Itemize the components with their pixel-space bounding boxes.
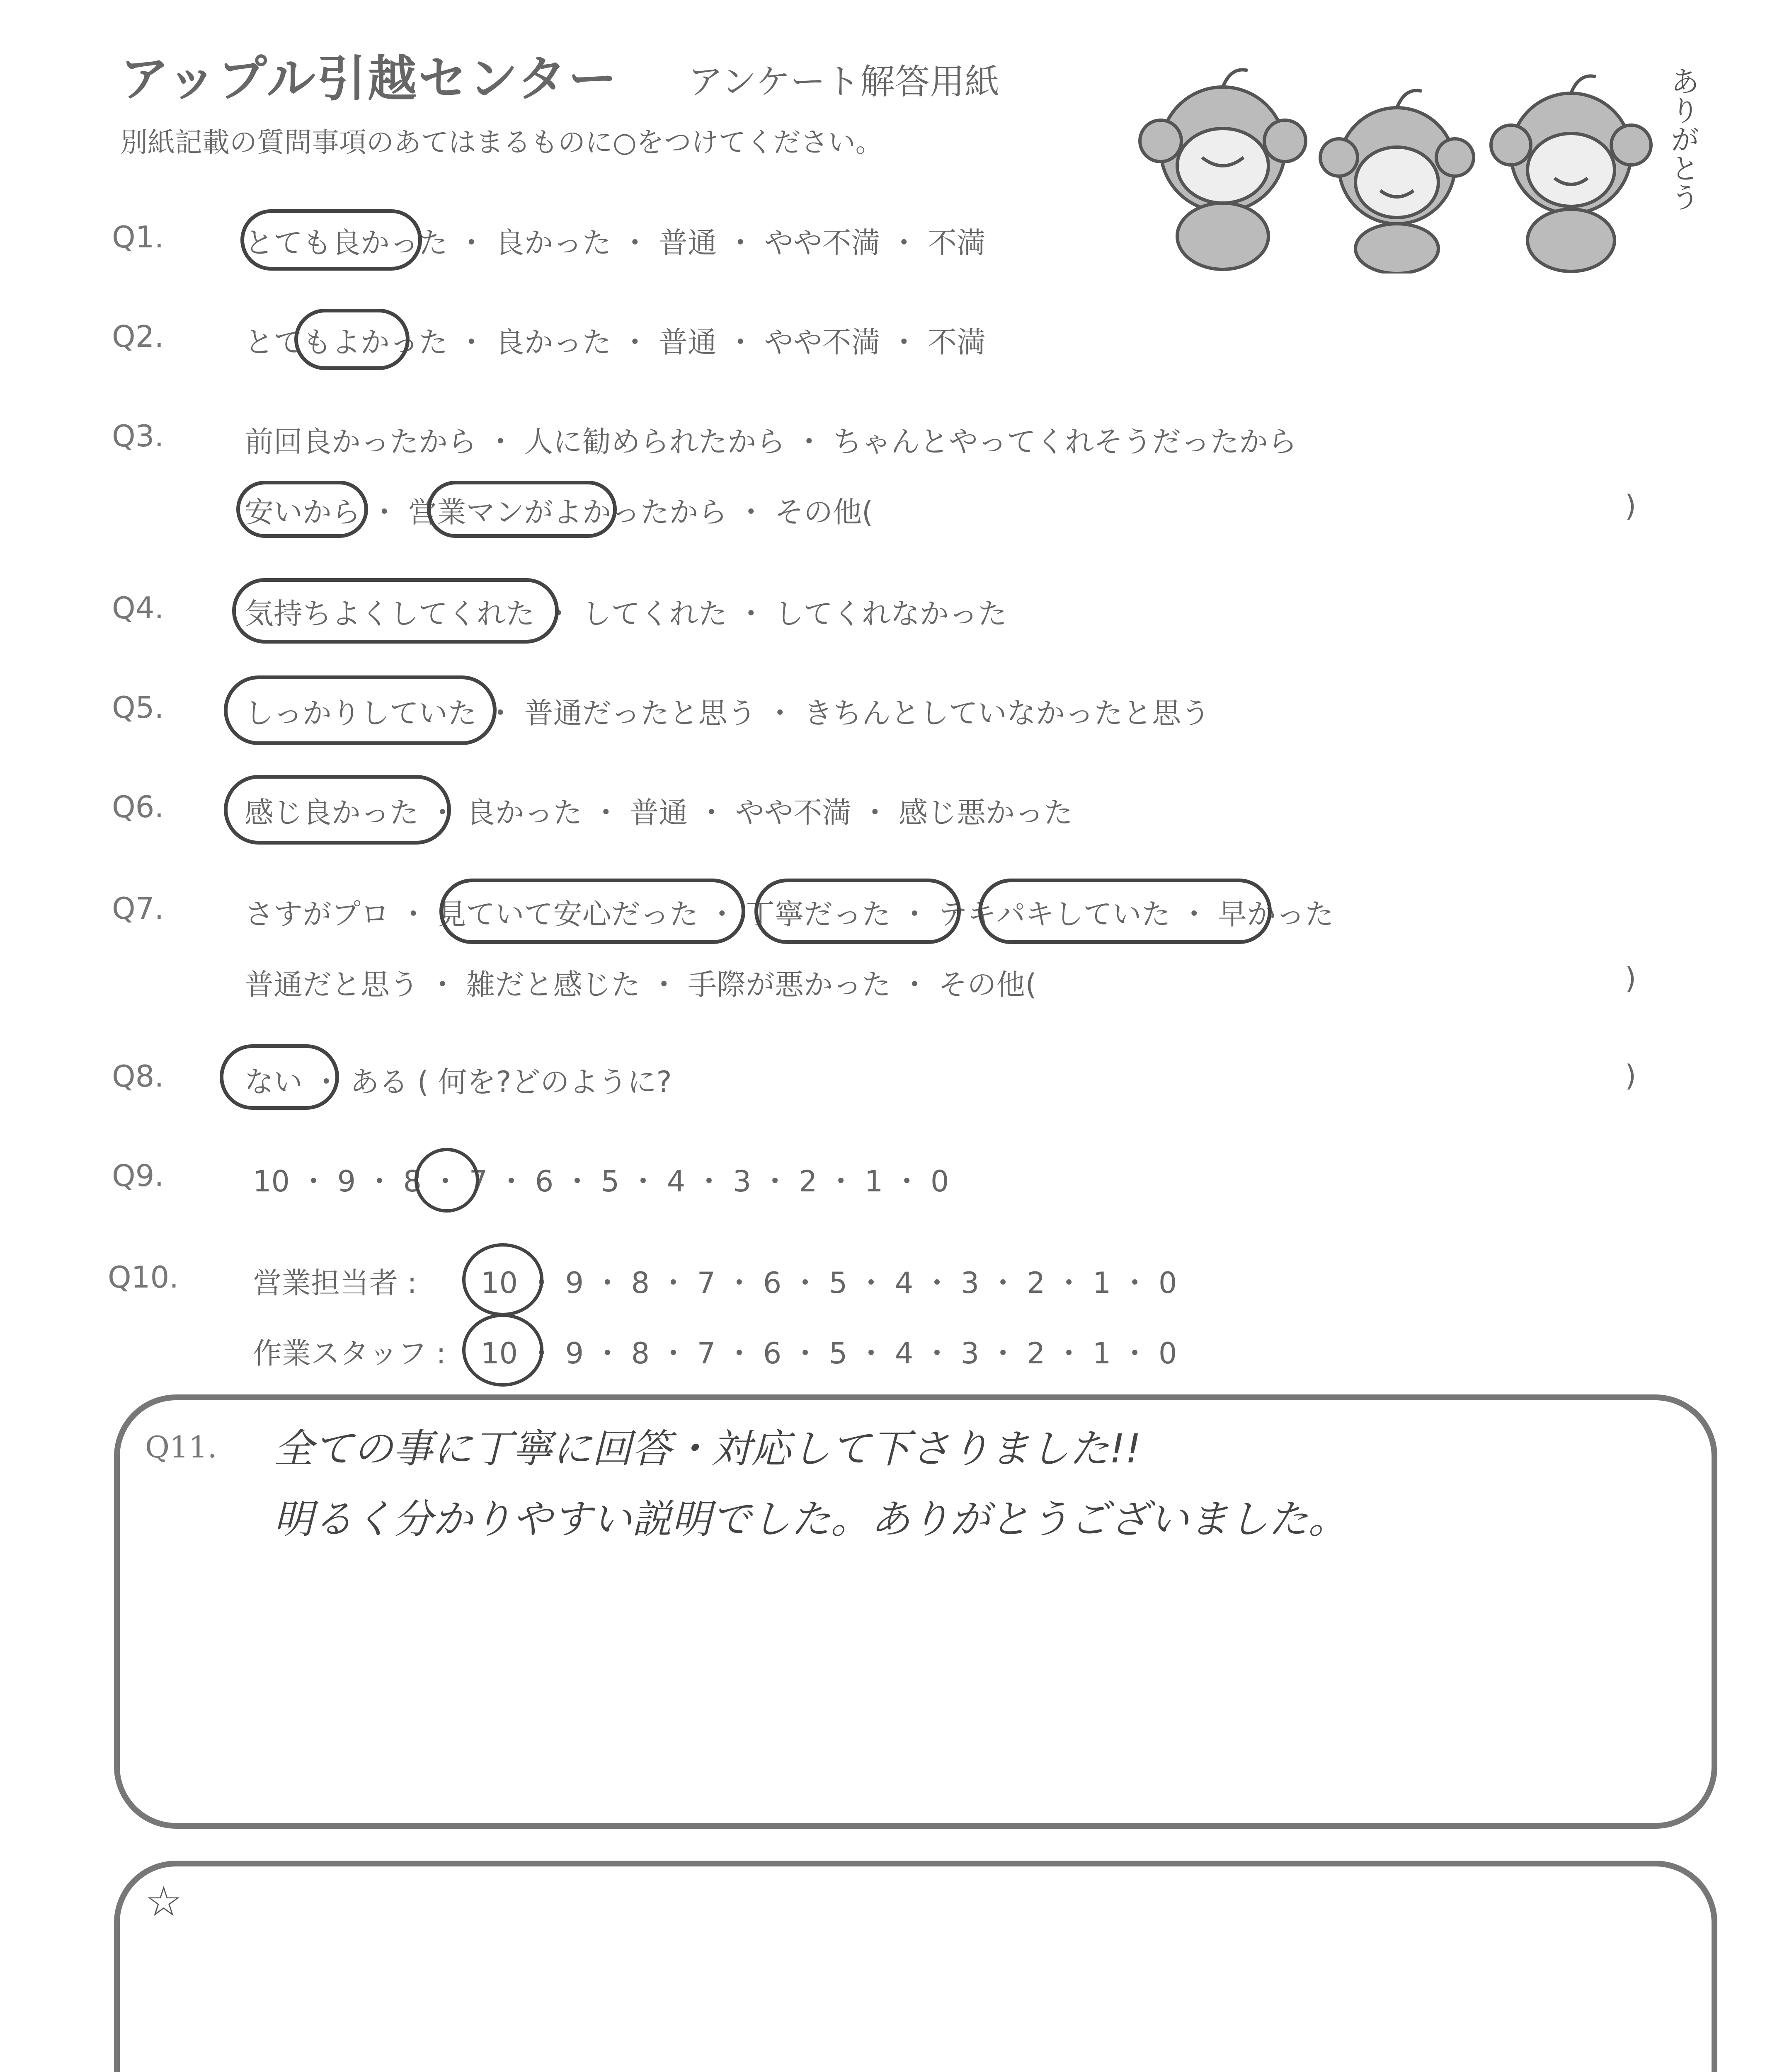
q1-answer-circle (240, 209, 422, 271)
q10-sales-answer-circle (462, 1243, 543, 1316)
q6-answer-circle (224, 775, 451, 845)
q8-paren-close: ) (1625, 1059, 1637, 1093)
q6-label: Q6. (112, 789, 164, 824)
q9-answer-circle (415, 1148, 479, 1213)
q1-options: とても良かった ・ 良かった ・ 普通 ・ やや不満 ・ 不満 (245, 226, 986, 260)
q10-sales-scale: 10 ・ 9 ・ 8 ・ 7 ・ 6 ・ 5 ・ 4 ・ 3 ・ 2 ・ 1 ・ 0 (481, 1266, 1177, 1300)
q2-label: Q2. (112, 319, 164, 354)
thanks-text: ありがとう (1666, 66, 1700, 211)
q7-options-line1: さすがプロ ・ 見ていて安心だった ・ 丁寧だった ・ テキパキしていた ・ 早かった (245, 897, 1334, 931)
star-comment-box (114, 1861, 1717, 2072)
q7-answer-circle-1 (439, 879, 745, 944)
q10-staff-answer-circle (462, 1314, 543, 1387)
q3-options-line1: 前回良かったから ・ 人に勧められたから ・ ちゃんとやってくれそうだったから (245, 425, 1297, 459)
q9-label: Q9. (112, 1158, 164, 1193)
q7-answer-circle-3 (978, 879, 1272, 944)
q3-answer-circle-1 (236, 481, 368, 538)
q10-sales-label: 営業担当者 : (253, 1266, 417, 1300)
q4-label: Q4. (112, 591, 164, 625)
q8-options: ない ・ ある ( 何を?どのように? (245, 1065, 672, 1099)
form-title: アップル引越センター (120, 50, 619, 107)
q7-label: Q7. (112, 891, 164, 926)
q5-answer-circle (224, 675, 497, 745)
q11-handwritten-line1: 全ての事に丁寧に回答・対応して下さりました!! (274, 1426, 1141, 1472)
q7-options-line2: 普通だと思う ・ 雑だと感じた ・ 手際が悪かった ・ その他( (245, 968, 1037, 1002)
q3-label: Q3. (112, 419, 164, 453)
q3-paren-close: ) (1625, 489, 1637, 523)
q10-staff-label: 作業スタッフ : (253, 1336, 446, 1370)
q5-label: Q5. (112, 690, 164, 725)
q4-options: 気持ちよくしてくれた ・ してくれた ・ してくれなかった (245, 597, 1007, 631)
q11-handwritten-line2: 明るく分かりやすい説明でした。ありがとうございました。 (274, 1496, 1348, 1542)
q3-options-line2: 安いから ・ 営業マンがよかったから ・ その他( (245, 495, 873, 529)
q2-answer-circle (294, 309, 410, 370)
star-icon: ☆ (145, 1877, 182, 1926)
q10-label: Q10. (108, 1260, 179, 1295)
form-subtitle: アンケート解答用紙 (688, 61, 999, 102)
q7-paren-close: ) (1625, 961, 1637, 995)
q4-answer-circle (232, 578, 559, 644)
q8-answer-circle (220, 1044, 339, 1110)
q3-answer-circle-2 (427, 481, 617, 538)
q11-label: Q11. (145, 1430, 217, 1464)
q6-options: 感じ良かった ・ 良かった ・ 普通 ・ やや不満 ・ 感じ悪かった (245, 796, 1073, 830)
monkey-mascots-illustration (1127, 58, 1708, 274)
q7-answer-circle-2 (754, 879, 961, 944)
q5-options: しっかりしていた ・ 普通だったと思う ・ きちんとしていなかったと思う (245, 696, 1210, 730)
instruction-text: 別紙記載の質問事項のあてはまるものに○をつけてください。 (120, 126, 883, 158)
q1-label: Q1. (112, 220, 164, 254)
q2-options: とてもよかった ・ 良かった ・ 普通 ・ やや不満 ・ 不満 (245, 325, 986, 359)
q9-scale: 10 ・ 9 ・ 8 ・ 7 ・ 6 ・ 5 ・ 4 ・ 3 ・ 2 ・ 1 ・ 0 (253, 1164, 949, 1198)
q8-label: Q8. (112, 1059, 164, 1094)
q10-staff-scale: 10 ・ 9 ・ 8 ・ 7 ・ 6 ・ 5 ・ 4 ・ 3 ・ 2 ・ 1 ・ 0 (481, 1336, 1177, 1370)
